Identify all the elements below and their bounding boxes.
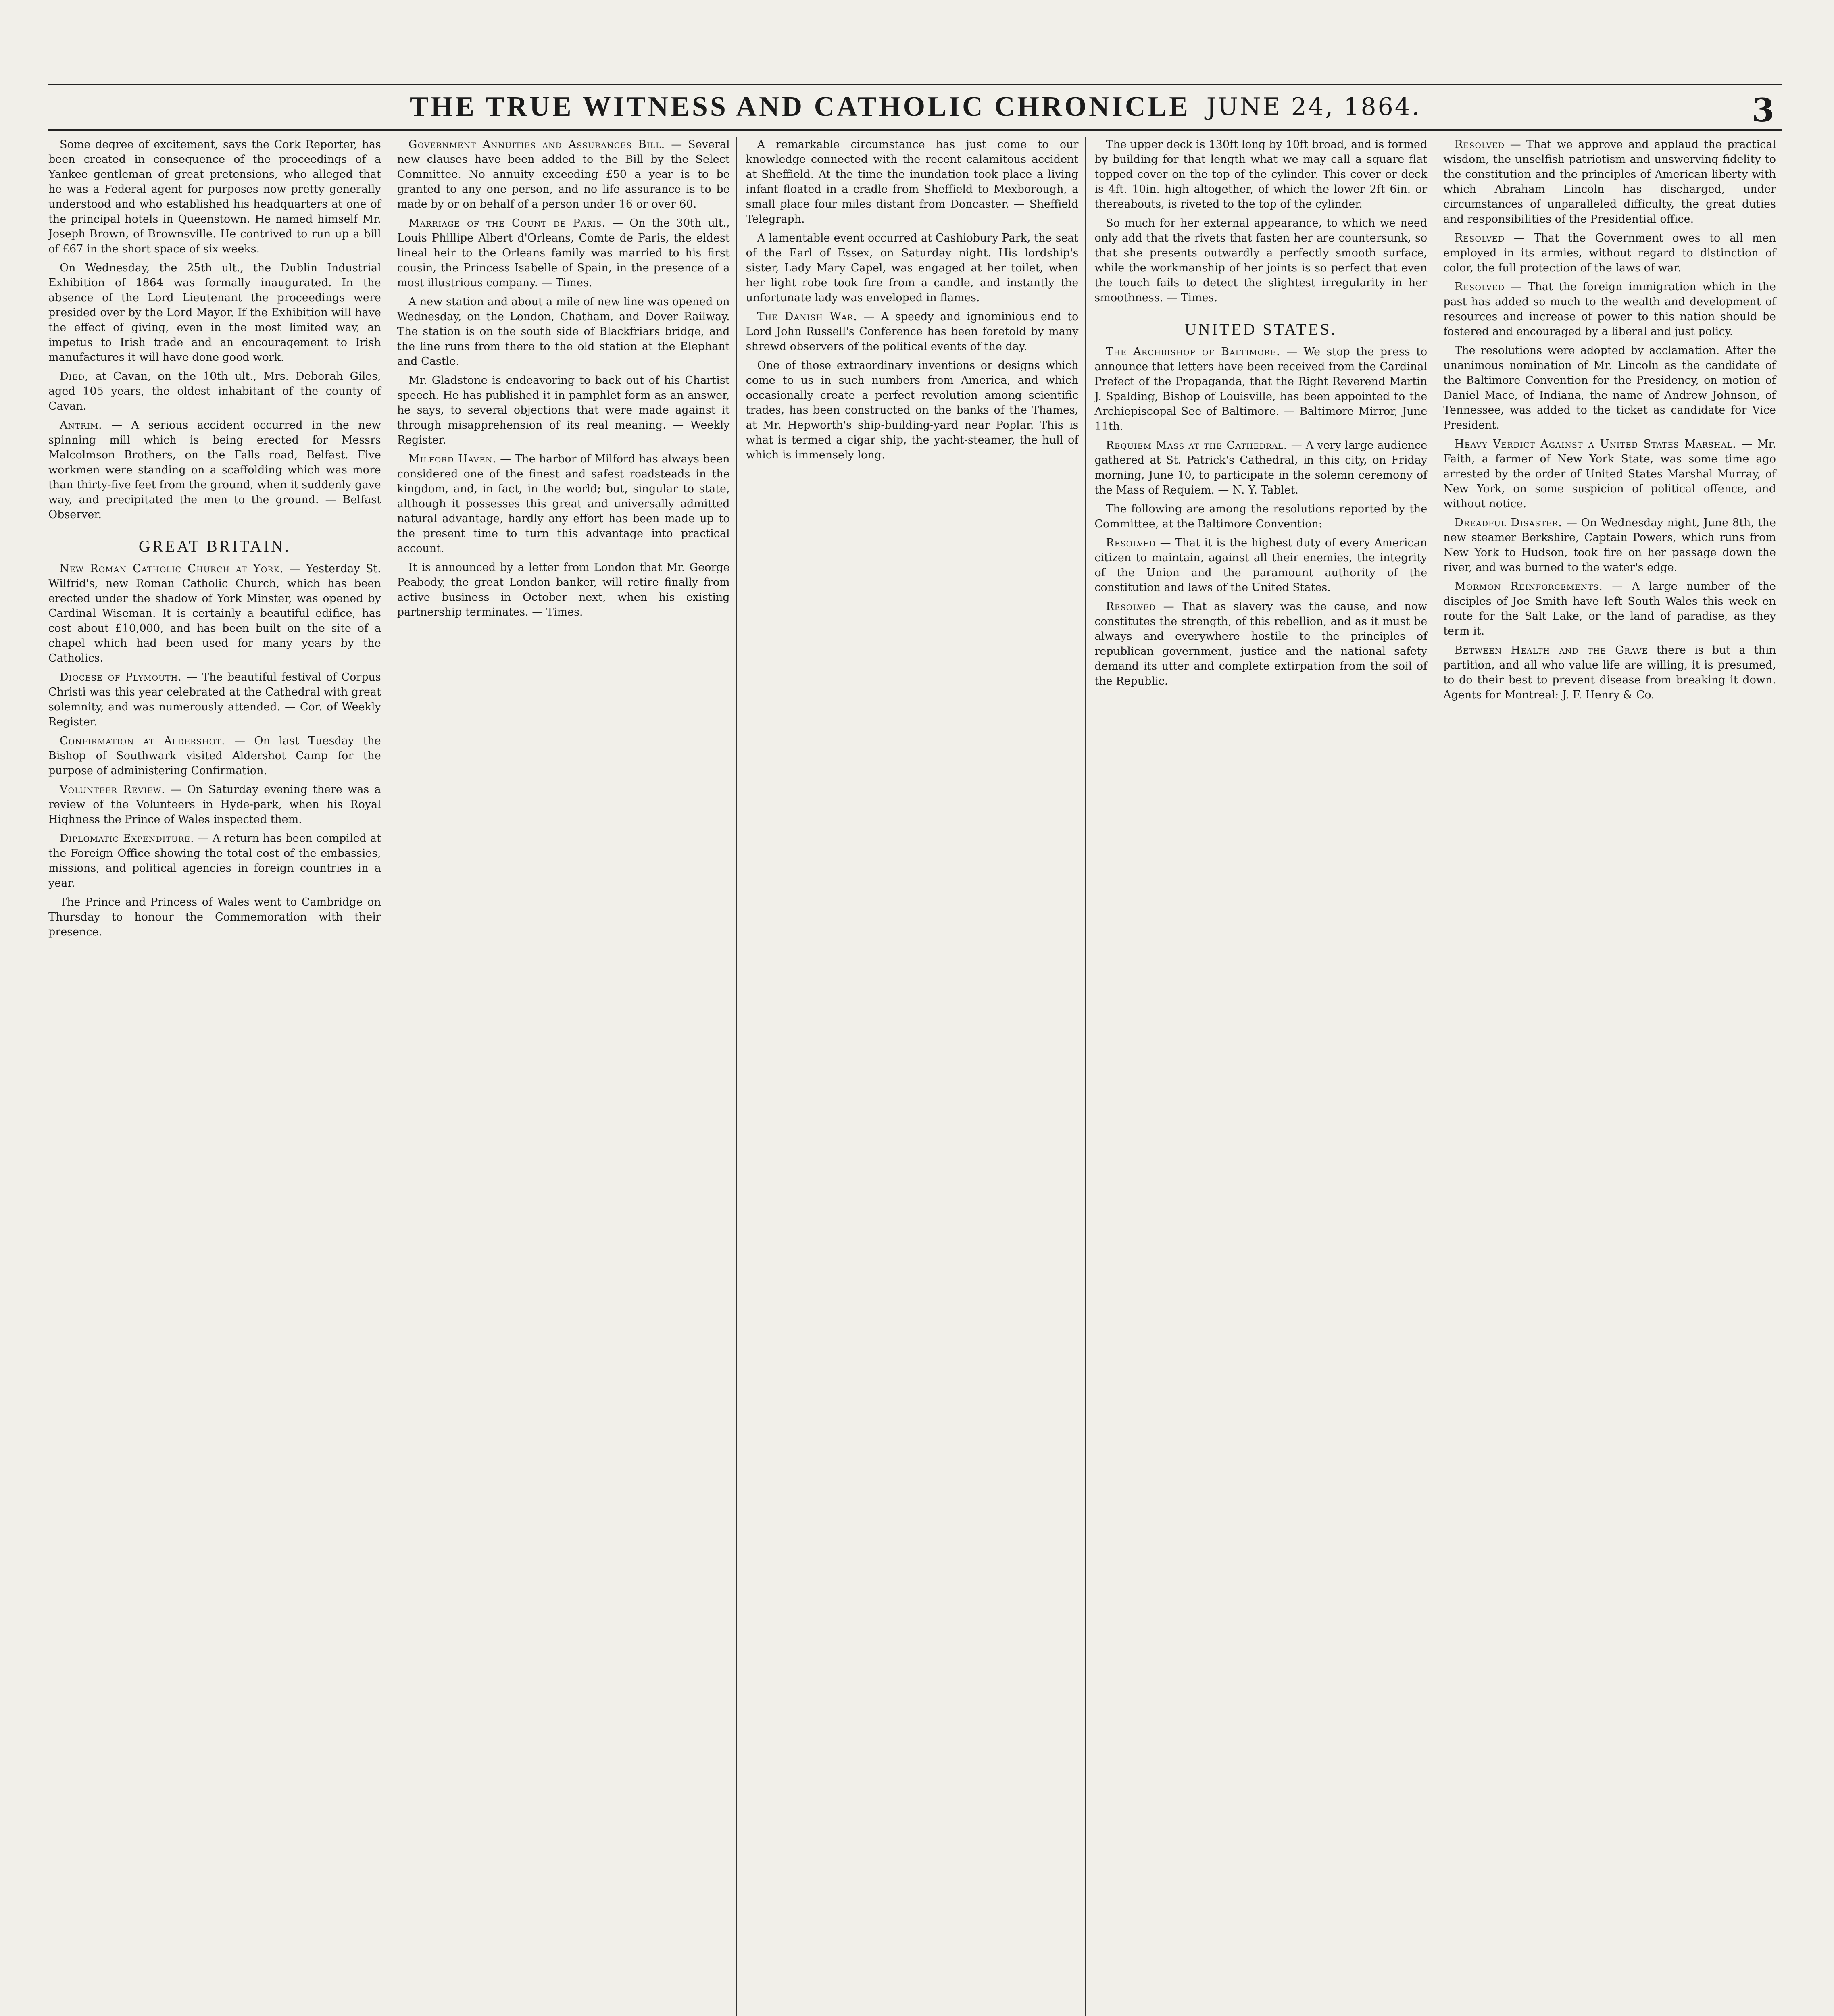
article-lead: Mormon Reinforcements. [1455,580,1603,593]
article-text: — That the Government owes to all men employed in its armies, without regard to distinction of color, the full protection of the laws of war. [1443,232,1776,274]
column-1 [48,137,388,2016]
article-lead: Resolved [1106,537,1156,549]
article-paragraph [1094,502,1427,531]
article-text: — A serious accident occurred in the new spinning mill which is being erected for Messrs Malcolmson Brothers, on the Falls road, Belfast. Five workmen were standing on a scaffolding which was more than thirty-five feet from the ground, when it suddenly gave way, and precipitated the men to the ground. — Belfast Observer. [48,419,381,521]
article-paragraph [48,670,381,729]
section-heading: UNITED STATES. [1184,320,1337,338]
article-text: at Cavan, on the 10th ult., Mrs. Deborah Giles, aged 105 years, the oldest inhabitant of the county of Cavan. [48,370,381,412]
article-paragraph [48,369,381,414]
article-text: — The beautiful festival of Corpus Christi was this year celebrated at the Cathedral with great solemnity, and was numerously attended. — Cor. of Weekly Register. [48,671,381,728]
article-lead: Heavy Verdict Against a United States Marshal. [1455,438,1736,450]
article-text: — That the foreign immigration which in the past has added so much to the wealth and development of resources and increase of power to this nation should be fostered and encouraged by a liberal and just policy. [1443,281,1776,338]
article-paragraph [1443,515,1776,575]
column-4 [1094,137,1434,2016]
masthead [48,83,1782,131]
article-lead: Marriage of the Count de Paris. [408,217,606,229]
article-lead: Diplomatic Expenditure. [60,832,194,845]
article-lead: The Archbishop of Baltimore. [1106,346,1280,358]
article-text: Mr. Gladstone is endeavoring to back out of his Chartist speech. He has published it in pamphlet form as an answer, he says, to several objections that were made against it through misapprehension of its real meaning. — Weekly Register. [397,374,730,446]
article-text: A new station and about a mile of new line was opened on Wednesday, on the London, Chatham, and Dover Railway. The station is on the south side of Blackfriars bridge, and the line runs from there to the old station at the Elephant and Castle. [397,296,730,368]
article-paragraph [397,452,730,556]
article-paragraph [1094,599,1427,689]
article-paragraph [1094,344,1427,434]
article-paragraph [1443,343,1776,433]
article-lead: Government Annuities and Assurances Bill. [408,138,665,151]
article-paragraph [746,137,1079,227]
article-lead: Milford Haven. [408,453,497,465]
section-heading: GREAT BRITAIN. [138,537,291,555]
article-text: On Wednesday, the 25th ult., the Dublin Industrial Exhibition of 1864 was formally inaugurated. In the absence of the Lord Lieutenant the proceedings were presided over by the Lord Mayor. If the Exhibition will have the effect of giving, even in the most limited way, an impetus to Irish trade and an encouragement to Irish manufactures it will have done good work. [48,262,381,364]
article-text: A lamentable event occurred at Cashiobury Park, the seat of the Earl of Essex, on Saturday night. His lordship's sister, Lady Mary Capel, was engaged at her toilet, when her light robe took fire from a candle, and instantly the unfortunate lady was enveloped in flames. [746,232,1079,304]
article-text: — That as slavery was the cause, and now constitutes the strength, of this rebellion, and as it must be always and everywhere hostile to the principles of republican government, justice and the national safety demand its utter and complete extirpation from the soil of the Republic. [1094,600,1428,687]
article-text: The Prince and Princess of Wales went to Cambridge on Thursday to honour the Commemoration with their presence. [48,896,381,938]
article-text: The following are among the resolutions reported by the Committee, at the Baltimore Convention: [1094,503,1428,530]
article-paragraph [746,231,1079,305]
article-paragraph [1443,437,1776,511]
article-paragraph [48,137,381,256]
article-lead: Volunteer Review. [60,783,165,796]
article-paragraph [48,831,381,891]
column-5 [1443,137,1782,2016]
column-2 [397,137,737,2016]
article-lead: Between Health and the Grave [1455,644,1648,656]
article-paragraph [1443,231,1776,275]
article-text: — That we approve and applaud the practical wisdom, the unselfish patriotism and unswerving fidelity to the constitution and the principles of American liberty with which Abraham Lincoln has discharged, under circumstances of unparalleled difficulty, the great duties and responsibilities of the Presidential office. [1443,138,1776,225]
article-lead: Diocese of Plymouth. [60,671,182,683]
article-paragraph [48,418,381,522]
article-lead: Died, [60,370,89,383]
article-text: It is announced by a letter from London that Mr. George Peabody, the great London banker, will retire finally from active business in October next, when his existing partnership terminates. — Times. [397,561,730,619]
article-paragraph [48,561,381,666]
article-lead: Resolved [1106,600,1156,613]
article-paragraph [397,560,730,620]
article-lead: New Roman Catholic Church at York. [60,562,284,575]
article-text: — Mr. Faith, a farmer of New York State, was some time ago arrested by the order of United States Marshal Murray, of New York, on some suspicion of political offence, and without notice. [1443,438,1776,510]
article-paragraph [1094,216,1427,305]
article-text: — A return has been compiled at the Foreign Office showing the total cost of the embassies, missions, and political agencies in foreign countries in a year. [48,832,381,889]
article-text: One of those extraordinary inventions or designs which come to us in such numbers from America, and which occasionally create a perfect revolution among scientific trades, has been constructed on the banks of the Thames, at Mr. Hepworth's ship-building-yard near Poplar. This is what is termed a cigar ship, the yacht-steamer, the hull of which is immensely long. [746,359,1079,461]
article-paragraph [397,137,730,212]
article-text: The resolutions were adopted by acclamation. After the unanimous nomination of Mr. Lincoln as the candidate of the Baltimore Convention for the Presidency, on motion of Daniel Mace, of Indiana, the name of Andrew Johnson, of Tennessee, was added to the ticket as candidate for Vice President. [1443,344,1776,431]
article-text: — On Wednesday night, June 8th, the new steamer Berkshire, Captain Powers, which runs from New York to Hudson, took fire on her passage down the river, and was burned to the water's edge. [1443,516,1776,574]
article-paragraph [1094,535,1427,595]
page-number: 3 [1752,91,1774,129]
article-paragraph [48,895,381,939]
article-paragraph [1094,137,1427,212]
article-lead: Confirmation at Aldershot. [60,735,225,747]
article-lead: Resolved [1455,232,1505,244]
article-text: — Yesterday St. Wilfrid's, new Roman Catholic Church, which has been erected under the shadow of York Minster, was opened by Cardinal Wiseman. It is certainly a beautiful edifice, has cost about £10,000, and has been built on the site of a chapel which had been used for many years by the Catholics. [48,562,381,664]
article-text: — That it is the highest duty of every American citizen to maintain, against all their enemies, the integrity of the Union and the paramount authority of the constitution and laws of the United States. [1094,537,1428,594]
article-text: The upper deck is 130ft long by 10ft broad, and is formed by building for that length what we may call a square flat topped cover on the top of the cylinder. This cover or deck is 4ft. 10in. high altogether, of which the lower 2ft 6in. or thereabouts, is riveted to the top of the cylinder. [1094,138,1428,210]
article-lead: Resolved [1455,138,1505,151]
article-paragraph [1443,137,1776,227]
article-paragraph [1443,643,1776,702]
article-paragraph [1094,438,1427,498]
article-text: — A speedy and ignominious end to Lord John Russell's Conference has been foretold by many shrewd observers of the political events of the day. [746,310,1079,353]
article-text: — A large number of the disciples of Joe Smith have left South Wales this week en route for the Salt Lake, or the land of paradise, as they term it. [1443,580,1776,637]
article-paragraph [746,309,1079,354]
article-paragraph [48,782,381,827]
article-paragraph [48,260,381,365]
article-lead: Dreadful Disaster. [1455,516,1562,529]
article-text: Some degree of excitement, says the Cork Reporter, has been created in consequence of the proceedings of a Yankee gentleman of great pretensions, who alleged that he was a Federal agent for purposes now pretty generally understood and who established his headquarters at one of the principal hotels in Queenstown. He named himself Mr. Joseph Brown, of Brownsville. He contrived to run up a bill of £67 in the short space of six weeks. [48,138,381,255]
article-text: — The harbor of Milford has always been considered one of the finest and safest roadsteads in the kingdom, and, in fact, in the world; but, singular to state, although it possesses this great and universally admitted natural advantage, hardly any effort has been made up to the present time to turn this advantage into practical account. [397,453,730,555]
column-3 [746,137,1086,2016]
article-text: A remarkable circumstance has just come to our knowledge connected with the recent calamitous accident at Sheffield. At the time the inundation took place a living infant floated in a cradle from Sheffield to Mexborough, a small place four miles distant from Doncaster. — Sheffield Telegraph. [746,138,1079,225]
article-paragraph [48,733,381,778]
article-paragraph [746,358,1079,462]
newspaper-columns [48,137,1782,2016]
article-paragraph [1443,279,1776,339]
article-text: — Several new clauses have been added to the Bill by the Select Committee. No annuity exceeding £50 a year is to be granted to any one person, and no life assurance is to be made by or on behalf of a person under 16 or over 60. [397,138,730,210]
article-lead: Requiem Mass at the Cathedral. [1106,439,1288,452]
article-paragraph [397,373,730,448]
article-paragraph [397,294,730,369]
article-paragraph [397,216,730,290]
article-text: — On last Tuesday the Bishop of Southwark visited Aldershot Camp for the purpose of administering Confirmation. [48,735,381,777]
article-lead: Antrim. [60,419,102,431]
article-text: — A very large audience gathered at St. Patrick's Cathedral, in this city, on Friday morning, June 10, to participate in the solemn ceremony of the Mass of Requiem. — N. Y. Tablet. [1094,439,1428,496]
article-text: there is but a thin partition, and all who value life are willing, it is presumed, to do their best to prevent disease from breaking it down. Agents for Montreal: J. F. Henry & Co. [1443,644,1776,701]
article-paragraph [1443,579,1776,639]
article-lead: Resolved [1455,281,1505,293]
article-text: — We stop the press to announce that letters have been received from the Cardinal Prefect of the Propaganda, that the Right Reverend Martin J. Spalding, Bishop of Louisville, has been appointed to the Archiepiscopal See of Baltimore. — Baltimore Mirror, June 11th. [1094,346,1428,433]
article-text: — On Saturday evening there was a review of the Volunteers in Hyde-park, when his Royal Highness the Prince of Wales inspected them. [48,783,381,826]
article-text: So much for her external appearance, to which we need only add that the rivets that fasten her are countersunk, so that she presents outwardly a perfectly smooth surface, while the workmanship of her joints is so perfect that even the touch fails to detect the slightest irregularity in her smoothness. — Times. [1094,217,1428,304]
newspaper-title: THE TRUE WITNESS AND CATHOLIC CHRONICLE [409,91,1190,122]
article-text: — On the 30th ult., Louis Phillipe Albert d'Orleans, Comte de Paris, the eldest lineal heir to the Orleans family was married to his first cousin, the Princess Isabelle of Spain, in the presence of a most illustrious company. — Times. [397,217,730,289]
issue-date: JUNE 24, 1864. [1206,93,1421,121]
article-lead: The Danish War. [757,310,858,323]
